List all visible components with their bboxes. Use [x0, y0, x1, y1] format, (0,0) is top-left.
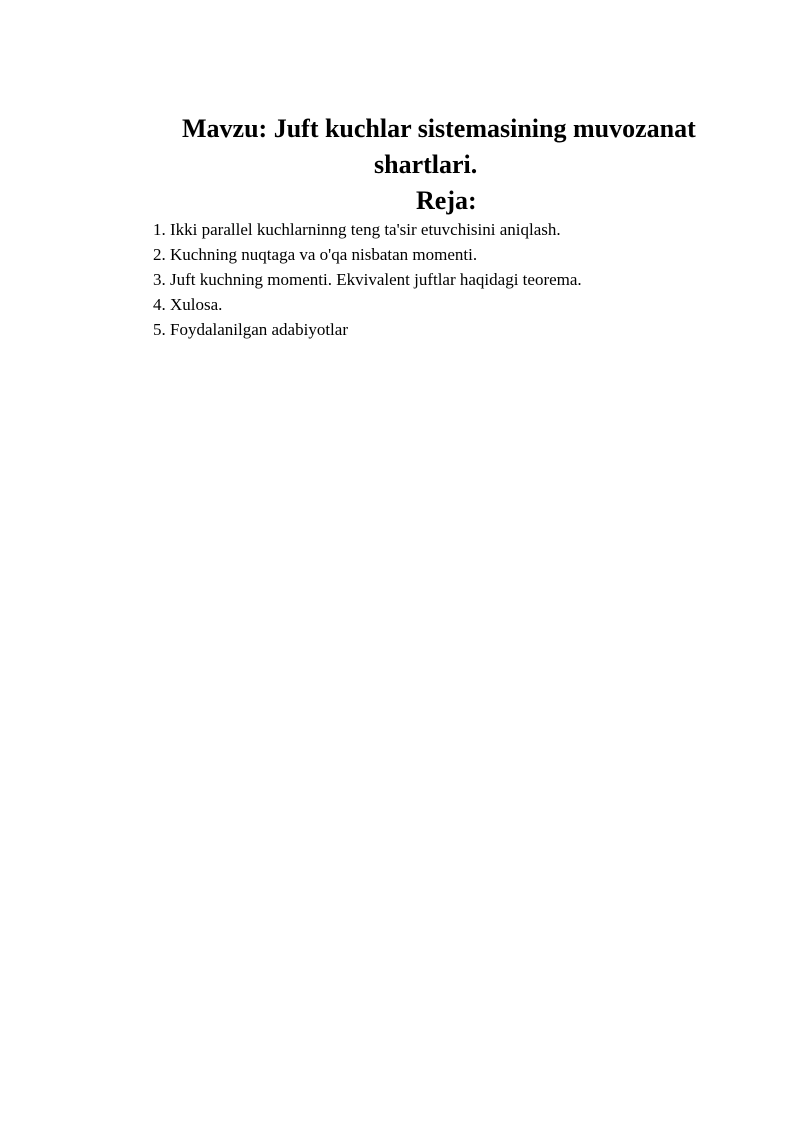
plan-item: 5. Foydalanilgan adabiyotlar [153, 320, 348, 339]
topic-title-line-2: shartlari. [374, 150, 478, 179]
plan-item: 1. Ikki parallel kuchlarninng teng ta'sir etuvchisini aniqlash. [153, 220, 561, 239]
plan-list [153, 217, 582, 342]
plan-item: 2. Kuchning nuqtaga va o'qa nisbatan momenti. [153, 245, 478, 264]
plan-item: 3. Juft kuchning momenti. Ekvivalent juftlar haqidagi teorema. [153, 270, 582, 289]
plan-item: 4. Xulosa. [153, 295, 223, 314]
topic-title-line-1: Mavzu: Juft kuchlar sistemasining muvozanat [182, 114, 696, 143]
plan-heading: Reja: [416, 186, 477, 215]
